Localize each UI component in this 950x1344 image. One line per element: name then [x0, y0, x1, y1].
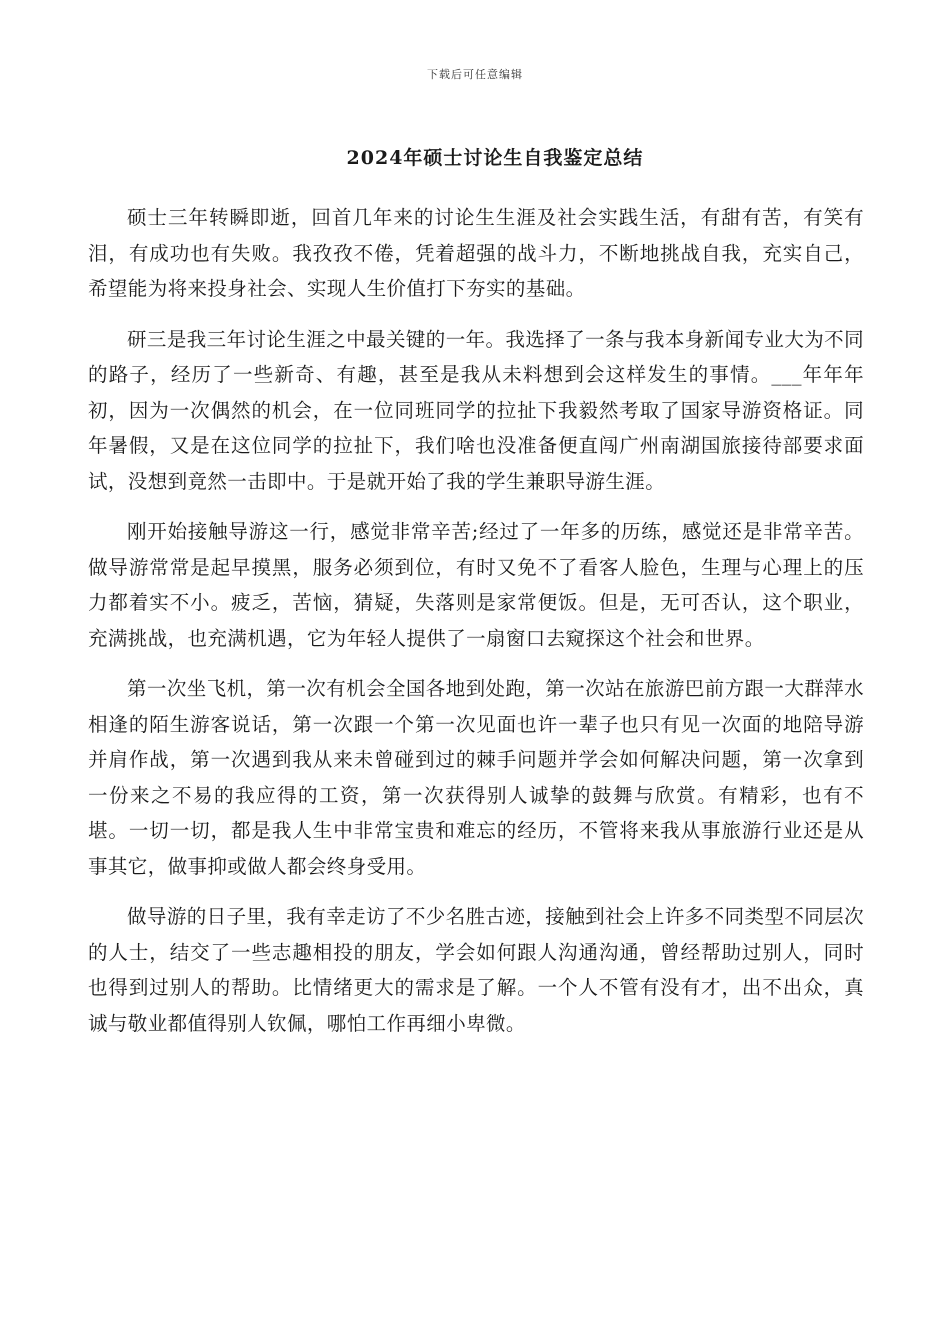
paragraph: 刚开始接触导游这一行，感觉非常辛苦;经过了一年多的历练，感觉还是非常辛苦。做导游常常是起早摸黑，服务必须到位，有时又免不了看客人脸色，生理与心理上的压力都着实不小。疲乏，苦恼，猜疑，失落则是家常便饭。但是，无可否认，这个职业，充满挑战，也充满机遇，它为年轻人提供了一扇窗口去窥探这个社会和世界。	[88, 520, 864, 650]
header-note: 下载后可任意编辑	[427, 68, 523, 81]
paragraph: 硕士三年转瞬即逝，回首几年来的讨论生生涯及社会实践生活，有甜有苦，有笑有泪，有成功也有失败。我孜孜不倦，凭着超强的战斗力，不断地挑战自我，充实自己，希望能为将来投身社会、实现人生价值打下夯实的基础。	[88, 206, 864, 300]
document-body	[88, 200, 864, 1056]
paragraph: 第一次坐飞机，第一次有机会全国各地到处跑，第一次站在旅游巴前方跟一大群萍水相逢的陌生游客说话，第一次跟一个第一次见面也许一辈子也只有见一次面的地陪导游并肩作战，第一次遇到我从来未曾碰到过的棘手问题并学会如何解决问题，第一次拿到一份来之不易的我应得的工资，第一次获得别人诚挚的鼓舞与欣赏。有精彩，也有不堪。一切一切，都是我人生中非常宝贵和难忘的经历，不管将来我从事旅游行业还是从事其它，做事抑或做人都会终身受用。	[88, 677, 864, 878]
document-title: 2024年硕士讨论生自我鉴定总结	[346, 147, 644, 169]
paragraph: 做导游的日子里，我有幸走访了不少名胜古迹，接触到社会上许多不同类型不同层次的人士，结交了一些志趣相投的朋友，学会如何跟人沟通沟通，曾经帮助过别人，同时也得到过别人的帮助。比情绪更大的需求是了解。一个人不管有没有才，出不出众，真诚与敬业都值得别人钦佩，哪怕工作再细小卑微。	[88, 905, 864, 1035]
paragraph: 研三是我三年讨论生涯之中最关键的一年。我选择了一条与我本身新闻专业大为不同的路子，经历了一些新奇、有趣，甚至是我从未料想到会这样发生的事情。___年年年初，因为一次偶然的机会，在一位同班同学的拉扯下我毅然考取了国家导游资格证。同年暑假，又是在这位同学的拉扯下，我们啥也没准备便直闯广州南湖国旅接待部要求面试，没想到竟然一击即中。于是就开始了我的学生兼职导游生涯。	[88, 327, 864, 493]
